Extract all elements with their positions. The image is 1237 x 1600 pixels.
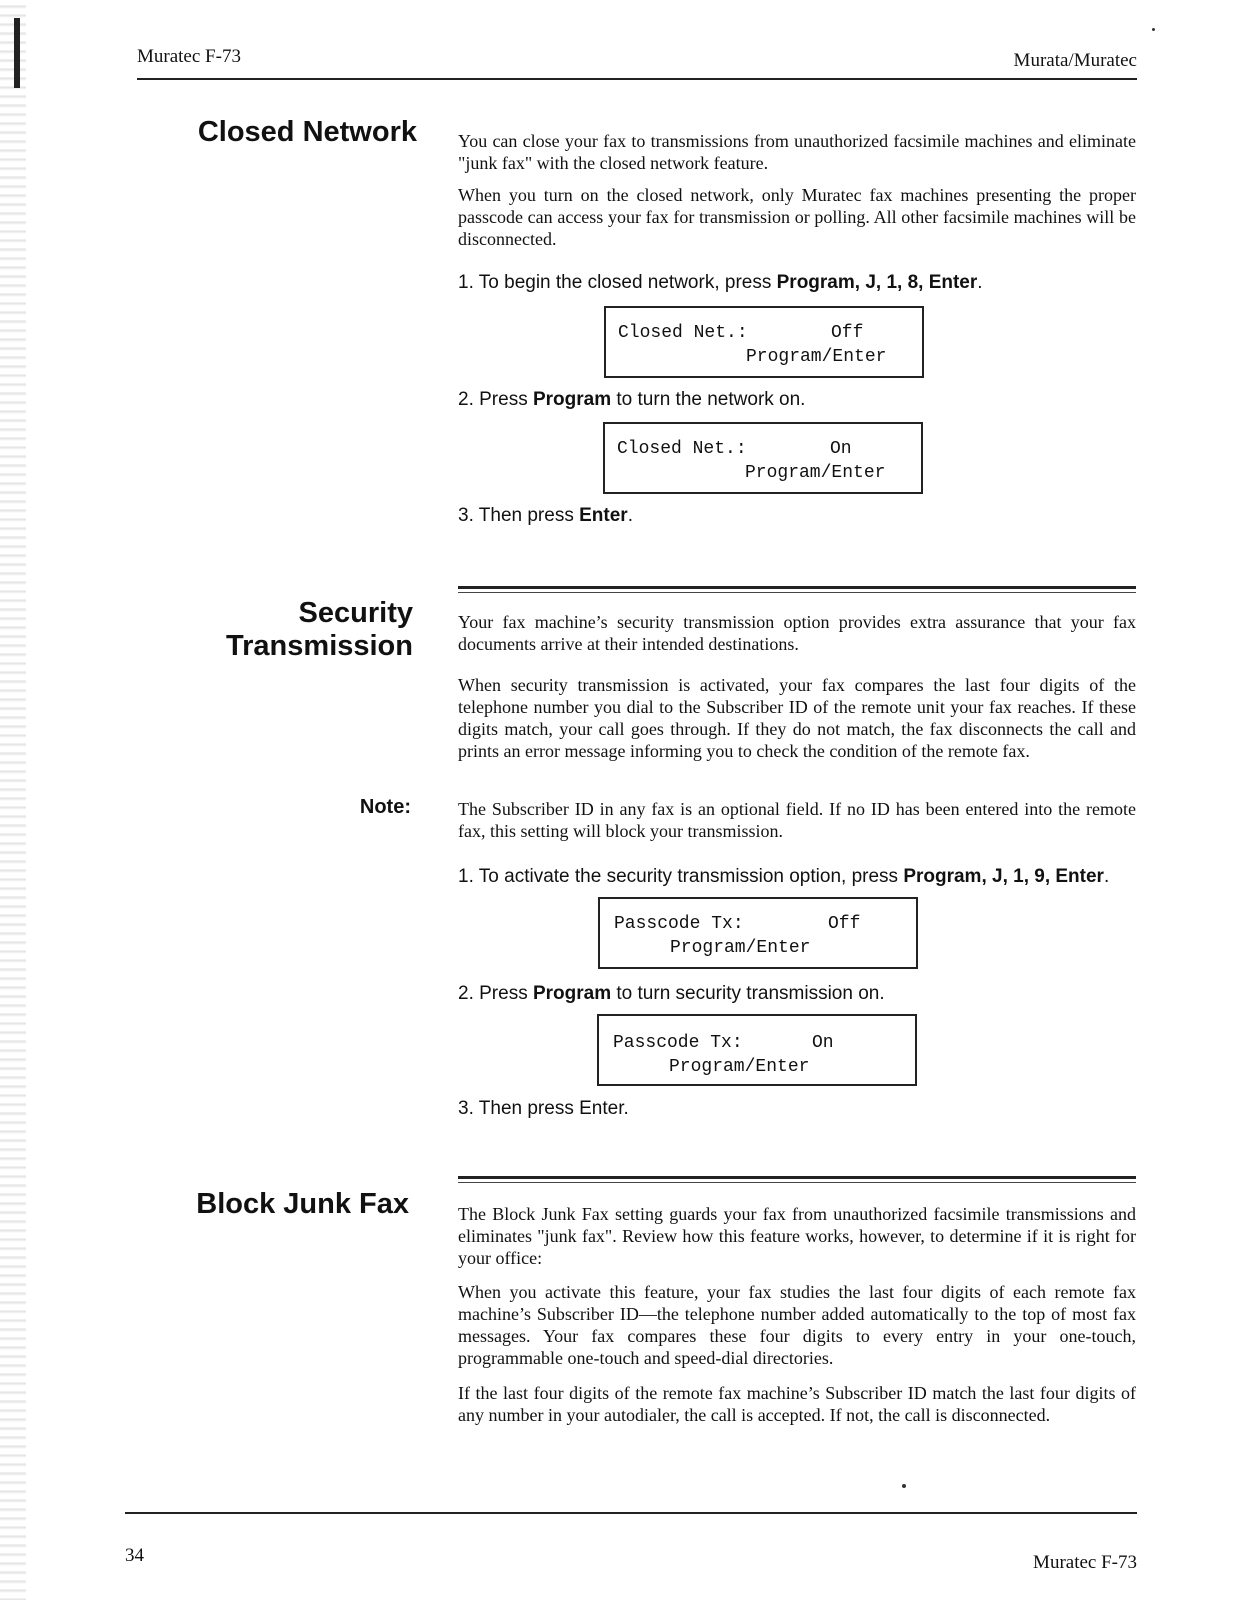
step-text: 3. Then press [458,505,580,526]
lcd-label: Passcode Tx: [613,1033,743,1053]
footer-product-name: Muratec F-73 [1033,1552,1137,1573]
lcd-label: Closed Net.: [617,439,747,459]
scan-edge-artifact [0,0,26,1600]
header-brand: Murata/Muratec [1013,50,1137,71]
section-divider-thin [458,1182,1136,1183]
scan-speck [902,1484,906,1488]
lcd-value: On [830,439,852,459]
step-keys: Program [532,389,612,410]
step-keys: Program, J, 1, 9, Enter [903,866,1104,887]
lcd-line2: Program/Enter [745,463,886,483]
step-text-end: to turn security transmission on. [611,983,885,1004]
step-keys: Program [532,983,612,1004]
step-text: 2. Press [458,389,533,410]
section-divider [458,1176,1136,1179]
step-text: 1. To begin the closed network, press [458,272,777,293]
security-transmission-heading [113,597,413,663]
step-text-end: to turn the network on. [611,389,806,410]
lcd-label: Passcode Tx: [614,914,744,934]
lcd-line2: Program/Enter [670,938,811,958]
closed-network-step-2 [458,388,1148,412]
security-description: When security transmission is activated, your fax compares the last four digits of the telephone number you dial to the Subscriber ID of the remote unit your fax reaches. If these digits match, your call goes through. If they do not match, the fax disconnects the call and prints an error message informing you to check the condition of the remote fax. [458,675,1136,761]
scan-speck [1152,28,1155,31]
lcd-closed-net-off [604,306,924,378]
lcd-closed-net-on [603,422,923,494]
section-divider-thin [458,592,1136,593]
lcd-value: On [812,1033,834,1053]
security-step-3: 3. Then press Enter. [458,1098,629,1119]
security-step-2 [458,982,1148,1006]
footer-rule [125,1512,1137,1514]
scan-edge-mark [14,18,20,88]
lcd-passcode-tx-on [597,1014,917,1086]
step-punct: . [1103,866,1110,887]
step-punct: . [977,272,983,293]
lcd-value: Off [828,914,861,934]
security-intro: Your fax machine’s security transmission option provides extra assurance that your fax documents arrive at their intended destinations. [458,612,1136,654]
heading-line-1: Security [298,597,413,629]
header-product-name: Muratec F-73 [137,46,241,67]
closed-network-step-1 [458,271,1148,295]
security-step-1 [458,865,1148,889]
lcd-line2: Program/Enter [746,347,887,367]
lcd-label: Closed Net.: [618,323,748,343]
step-text: 2. Press [458,983,533,1004]
block-junk-fax-heading: Block Junk Fax [196,1188,409,1220]
block-junk-fax-description: When you activate this feature, your fax studies the last four digits of each remote fax machine’s Subscriber ID—the telephone number added automatically to the top of most fax messages. Your fax compares these four digits to every entry in your one-touch, programmable one-touch and speed-dial directories. [458,1282,1136,1368]
heading-line-2: Transmission [226,630,413,662]
step-text: 1. To activate the security transmission option, press [458,866,904,887]
note-label: Note: [359,796,411,818]
step-punct: . [627,505,633,526]
header-rule [137,78,1137,80]
section-divider [458,586,1136,589]
note-text: The Subscriber ID in any fax is an optional field. If no ID has been entered into the remote fax, this setting will block your transmission. [458,799,1136,841]
step-keys: Enter [579,505,628,526]
closed-network-intro: You can close your fax to transmissions from unauthorized facsimile machines and eliminate "junk fax" with the closed network feature. [458,131,1136,173]
closed-network-description: When you turn on the closed network, only Muratec fax machines presenting the proper passcode can access your fax for transmission or polling. All other facsimile machines will be disconnected. [458,185,1136,249]
step-keys: Program, J, 1, 8, Enter [776,272,978,293]
lcd-line2: Program/Enter [669,1057,810,1077]
page-number: 34 [125,1545,144,1566]
block-junk-fax-intro: The Block Junk Fax setting guards your fax from unauthorized facsimile transmissions and eliminates "junk fax". Review how this feature works, however, to determine if it is right for your office: [458,1204,1136,1268]
closed-network-step-3 [458,504,1148,528]
lcd-value: Off [831,323,864,343]
lcd-passcode-tx-off [598,897,918,969]
closed-network-heading: Closed Network [197,116,417,148]
block-junk-fax-outcome: If the last four digits of the remote fax machine’s Subscriber ID match the last four digits of any number in your autodialer, the call is accepted. If not, the call is disconnected. [458,1383,1136,1425]
